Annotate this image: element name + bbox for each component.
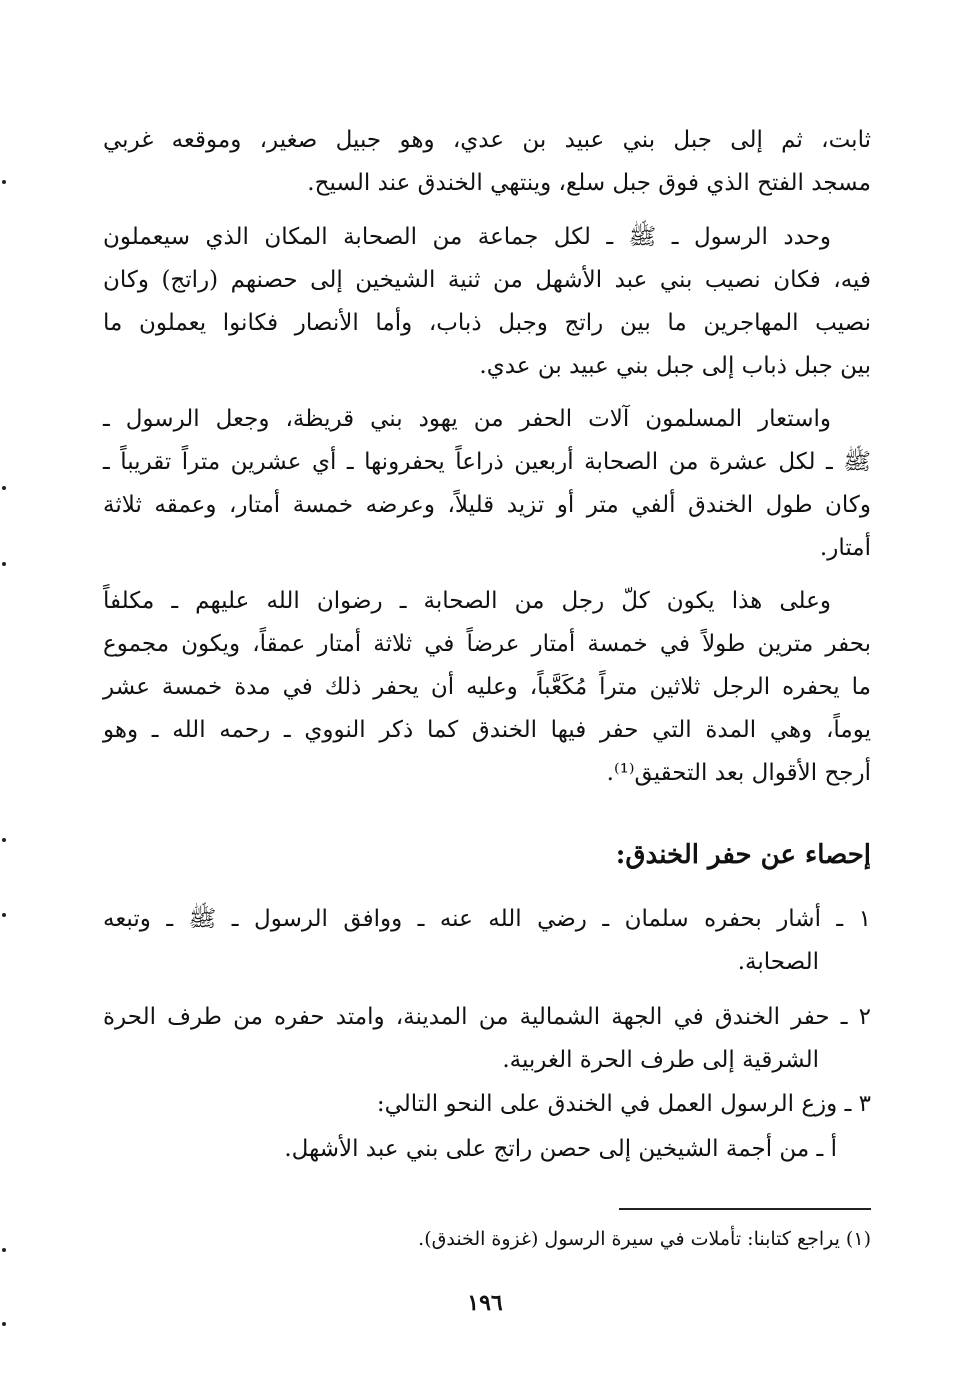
list-item-text: الشرقية إلى طرف الحرة الغربية. [502, 1047, 819, 1073]
scan-mark [2, 838, 6, 842]
text-line: واستعار المسلمون آلات الحفر من يهود بني قريظة، وجعل الرسول ـ [103, 406, 831, 432]
paragraph-4 [103, 580, 871, 795]
scan-mark [2, 913, 6, 917]
scan-mark [2, 180, 6, 184]
text-line: أمتار. [819, 535, 871, 561]
list-item-text: ١ ـ أشار بحفره سلمان ـ رضي الله عنه ـ ووافق الرسول ـ ﷺ ـ وتبعه [103, 906, 871, 932]
list-item-text: ٢ ـ حفر الخندق في الجهة الشمالية من المدينة، وامتد حفره من طرف الحرة [103, 1004, 871, 1030]
text-line: فيه، فكان نصيب بني عبد الأشهل من ثنية الشيخين إلى حصنهم (راتج) وكان [103, 267, 871, 293]
text-line: ﷺ ـ لكل عشرة من الصحابة أربعين ذراعاً يحفرونها ـ أي عشرين متراً تقريباً ـ [103, 449, 871, 475]
scan-mark [2, 486, 6, 490]
scan-mark [2, 1322, 6, 1326]
text-line: يوماً، وهي المدة التي حفر فيها الخندق كما ذكر النووي ـ رحمه الله ـ وهو [103, 717, 871, 743]
paragraph-1 [103, 119, 871, 205]
sub-item-text: أ ـ من أجمة الشيخين إلى حصن راتج على بني عبد الأشهل. [284, 1136, 837, 1162]
text-line: ثابت، ثم إلى جبل بني عبيد بن عدي، وهو جبيل صغير، وموقعه غربي [103, 127, 871, 153]
list-item-1 [103, 898, 871, 984]
list-item-text: الصحابة. [737, 949, 819, 975]
text-line: وعلى هذا يكون كلّ رجل من الصحابة ـ رضوان الله عليهم ـ مكلفاً [103, 588, 831, 614]
list-item-3 [103, 1083, 871, 1126]
paragraph-3 [103, 398, 871, 570]
list-item-text: ٣ ـ وزع الرسول العمل في الخندق على النحو التالي: [376, 1091, 871, 1117]
text-line: وكان طول الخندق ألفي متر أو تزيد قليلاً، وعرضه خمسة أمتار، وعمقه ثلاثة [103, 492, 871, 518]
text-line: وحدد الرسول ـ ﷺ ـ لكل جماعة من الصحابة المكان الذي سيعملون [103, 224, 831, 250]
page-number: ١٩٦ [467, 1290, 503, 1316]
text-line: نصيب المهاجرين ما بين راتج وجبل ذباب، وأما الأنصار فكانوا يعملون ما [103, 310, 871, 336]
section-heading: إحصاء عن حفر الخندق: [615, 840, 871, 870]
paragraph-2 [103, 216, 871, 388]
scan-mark [2, 562, 6, 566]
sub-item-a [103, 1128, 871, 1171]
text-line: أرجح الأقوال بعد التحقيق⁽¹⁾. [606, 760, 871, 786]
footnote-divider [619, 1208, 871, 1210]
text-line: ما يحفره الرجل ثلاثين متراً مُكَعَّباً، وعليه أن يحفر ذلك في مدة خمسة عشر [103, 674, 871, 700]
list-item-2 [103, 996, 871, 1082]
text-line: بين جبل ذباب إلى جبل بني عبيد بن عدي. [479, 353, 871, 379]
text-line: مسجد الفتح الذي فوق جبل سلع، وينتهي الخندق عند السيح. [307, 170, 871, 196]
text-line: بحفر مترين طولاً في خمسة أمتار عرضاً في ثلاثة أمتار عمقاً، ويكون مجموع [103, 631, 871, 657]
scan-mark [2, 1248, 6, 1252]
footnote: (١) يراجع كتابنا: تأملات في سيرة الرسول (غزوة الخندق). [418, 1228, 871, 1250]
